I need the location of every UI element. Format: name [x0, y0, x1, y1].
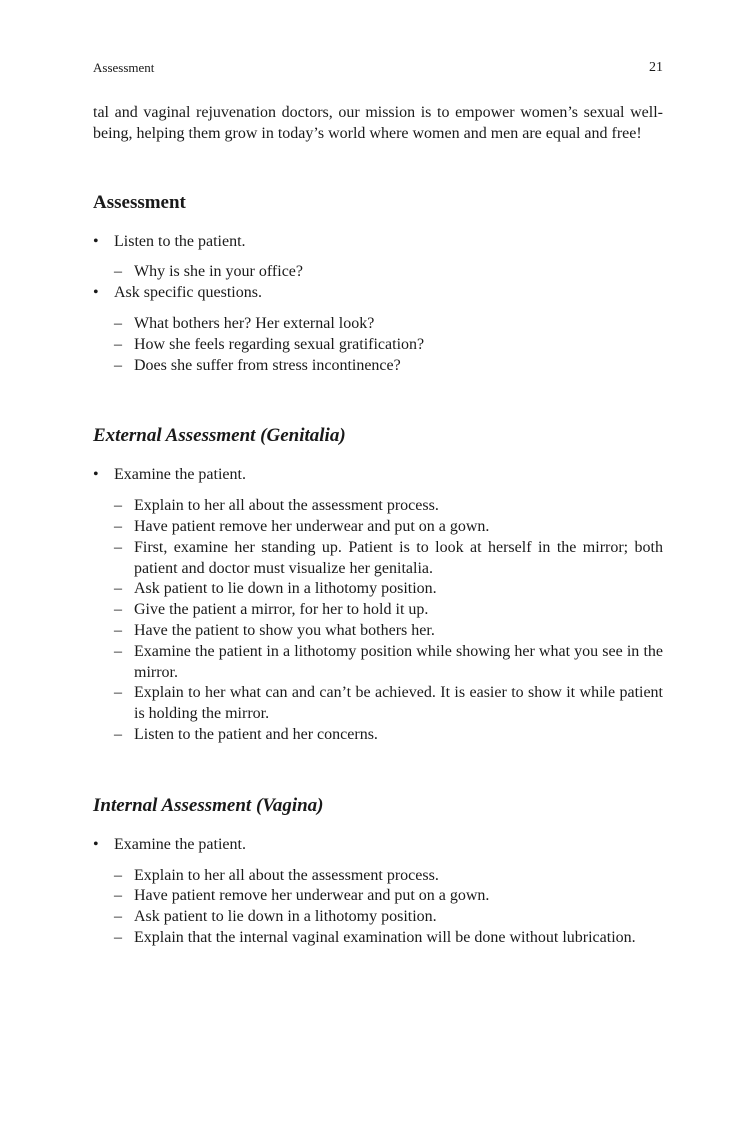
sub-item: – How she feels regarding sexual gratification? — [93, 335, 663, 356]
bullet-item: • Listen to the patient. — [93, 232, 663, 253]
sub-item: – Listen to the patient and her concerns. — [93, 725, 663, 746]
bullet-item: • Examine the patient. — [93, 835, 663, 856]
bullet-item: • Examine the patient. — [93, 465, 663, 486]
sub-item: – What bothers her? Her external look? — [93, 314, 663, 335]
section-heading-internal-assessment: Internal Assessment (Vagina) — [93, 794, 324, 816]
page-number: 21 — [649, 60, 663, 75]
sub-list — [93, 314, 663, 376]
sub-item: – Explain that the internal vaginal examination will be done without lubrication. — [93, 928, 663, 949]
bullet-list — [93, 465, 663, 486]
sub-item: – Have the patient to show you what bothers her. — [93, 621, 663, 642]
sub-item: – First, examine her standing up. Patient is to look at herself in the mirror; both patient and doctor must visualize her genitalia. — [93, 538, 663, 580]
section-heading-assessment: Assessment — [93, 191, 186, 213]
bullet-list — [93, 835, 663, 856]
sub-item: – Have patient remove her underwear and put on a gown. — [93, 517, 663, 538]
running-head: Assessment — [93, 60, 155, 75]
bullet-list — [93, 232, 663, 253]
bullet-item: • Ask specific questions. — [93, 283, 663, 304]
sub-item: – Have patient remove her underwear and put on a gown. — [93, 886, 663, 907]
sub-list — [93, 866, 663, 949]
sub-list — [93, 496, 663, 746]
sub-item: – Give the patient a mirror, for her to hold it up. — [93, 600, 663, 621]
intro-paragraph: tal and vaginal rejuvenation doctors, our mission is to empower women’s sexual well-being, helping them grow in today’s world where women and men are equal and free! — [93, 104, 663, 142]
sub-item: – Examine the patient in a lithotomy position while showing her what you see in the mirror. — [93, 642, 663, 684]
sub-item: – Explain to her all about the assessment process. — [93, 866, 663, 887]
body-content — [93, 103, 663, 949]
sub-list — [93, 262, 663, 283]
bullet-list — [93, 283, 663, 304]
sub-item: – Does she suffer from stress incontinence? — [93, 356, 663, 377]
sub-item: – Ask patient to lie down in a lithotomy position. — [93, 907, 663, 928]
sub-item: – Ask patient to lie down in a lithotomy position. — [93, 579, 663, 600]
sub-item: – Explain to her what can and can’t be achieved. It is easier to show it while patient is holding the mirror. — [93, 683, 663, 725]
sub-item: – Why is she in your office? — [93, 262, 663, 283]
section-heading-external-assessment: External Assessment (Genitalia) — [93, 425, 346, 447]
sub-item: – Explain to her all about the assessment process. — [93, 496, 663, 517]
